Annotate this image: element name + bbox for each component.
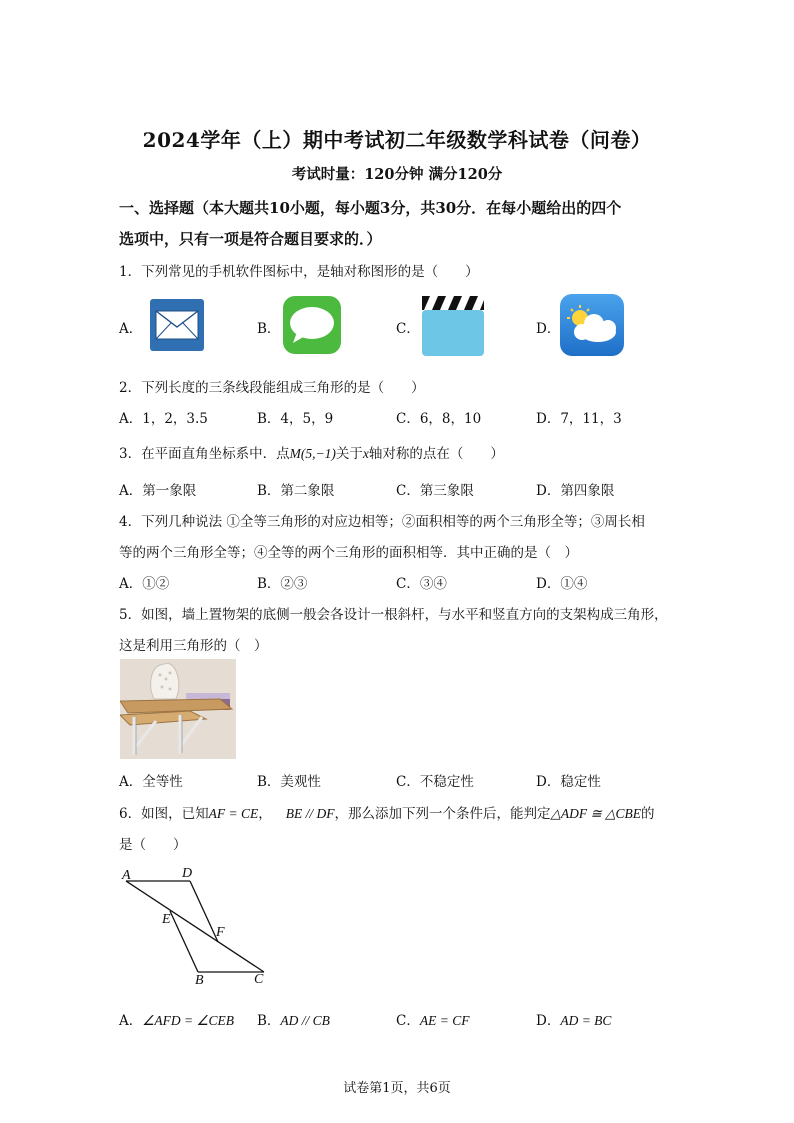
figure-label-d: D [182,866,193,881]
q1-option-a-label: A． [119,321,143,337]
q6-option-d-label: D． [536,1013,561,1029]
q4-option-d: D．①④ [536,576,588,592]
weather-cloud-icon [560,294,624,356]
q5-option-b: B．美观性 [257,774,321,790]
q1-stem: 1．下列常见的手机软件图标中，是轴对称图形的是（ ） [119,264,479,280]
q3-stem-suffix: 轴对称的点在（ ） [368,446,504,462]
q2-stem: 2．下列长度的三条线段能组成三角形的是（ ） [119,380,425,396]
q5-option-a: A．全等性 [119,774,183,790]
q6-option-c-math: AE = CF [419,1013,470,1028]
exam-info: 考试时量：120分钟 满分120分 [291,166,503,183]
q2-option-d: D．7，11，3 [536,411,622,427]
q4-stem-line2: 等的两个三角形全等；④全等的两个三角形的面积相等．其中正确的是（ ） [119,545,578,561]
q6-option-b-math: AD // CB [280,1013,330,1028]
q3-stem-prefix: 3．在平面直角坐标系中．点 [119,446,290,462]
q3-stem-mid: 关于 [335,446,363,462]
q3-option-a: A．第一象限 [119,483,197,499]
figure-label-b: B [195,973,204,988]
q6-stem-mid: ，那么添加下列一个条件后，能判定 [334,806,551,822]
section-heading-line1: 一、选择题（本大题共10小题，每小题3分，共30分．在每小题给出的四个 [119,199,622,217]
q3-option-c: C．第三象限 [396,483,474,499]
q6-option-a [119,1009,234,1029]
q3-stem [119,442,504,462]
q6-congruence: △ADF ≅ △CBE [550,806,642,821]
q5-option-c: C．不稳定性 [396,774,474,790]
q6-stem-line1 [119,802,655,822]
q1-option-c-label: C． [396,321,420,337]
q6-option-a-math: ∠AFD = ∠CEB [142,1013,235,1028]
q3-point: M(5,−1) [289,446,336,461]
clapperboard-icon [422,294,484,356]
figure-label-c: C [254,972,264,987]
q4-option-b: B．②③ [257,576,308,592]
q3-axis: x [362,446,369,461]
q2-option-b: B．4，5，9 [257,411,334,427]
q6-option-c [396,1009,469,1029]
q2-option-c: C．6，8，10 [396,411,482,427]
q6-stem-line2: 是（ ） [119,837,187,853]
q6-option-d [536,1009,611,1029]
q6-option-b-label: B． [257,1013,281,1029]
wall-shelf-photo [120,659,236,759]
q5-stem-line2: 这是利用三角形的（ ） [119,638,268,654]
q6-stem-suffix: 的 [641,806,655,822]
q6-option-c-label: C． [396,1013,420,1029]
q6-condition-be-df: BE // DF [285,806,335,821]
q6-condition-af-ce: AF = CE [208,806,259,821]
q3-option-b: B．第二象限 [257,483,335,499]
q6-option-d-math: AD = BC [560,1013,612,1028]
figure-label-e: E [162,912,171,927]
page-footer: 试卷第1页，共6页 [343,1081,451,1096]
figure-label-f: F [216,925,225,940]
figure-label-a: A [122,868,131,883]
q6-stem-prefix: 6．如图，已知 [119,806,209,822]
q4-stem-line1: 4．下列几种说法 ①全等三角形的对应边相等；②面积相等的两个三角形全等；③周长相 [119,514,645,530]
message-bubble-icon [283,296,341,354]
q5-option-d: D．稳定性 [536,774,601,790]
q2-option-a: A．1，2，3.5 [119,411,208,427]
q6-separator: ， [258,806,272,822]
q4-option-c: C．③④ [396,576,447,592]
q1-option-d-label: D． [536,321,561,337]
q1-option-b-label: B． [257,321,281,337]
q6-option-a-label: A． [119,1013,143,1029]
page-title: 2024学年（上）期中考试初二年级数学科试卷（问卷） [142,128,652,152]
q6-option-b [257,1009,330,1029]
section-heading-line2: 选项中，只有一项是符合题目要求的．） [119,230,382,248]
q5-stem-line1: 5．如图，墙上置物架的底侧一般会各设计一根斜杆，与水平和竖直方向的支架构成三角形， [119,607,668,623]
mail-icon [150,299,204,351]
q3-option-d: D．第四象限 [536,483,615,499]
q4-option-a: A．①② [119,576,170,592]
